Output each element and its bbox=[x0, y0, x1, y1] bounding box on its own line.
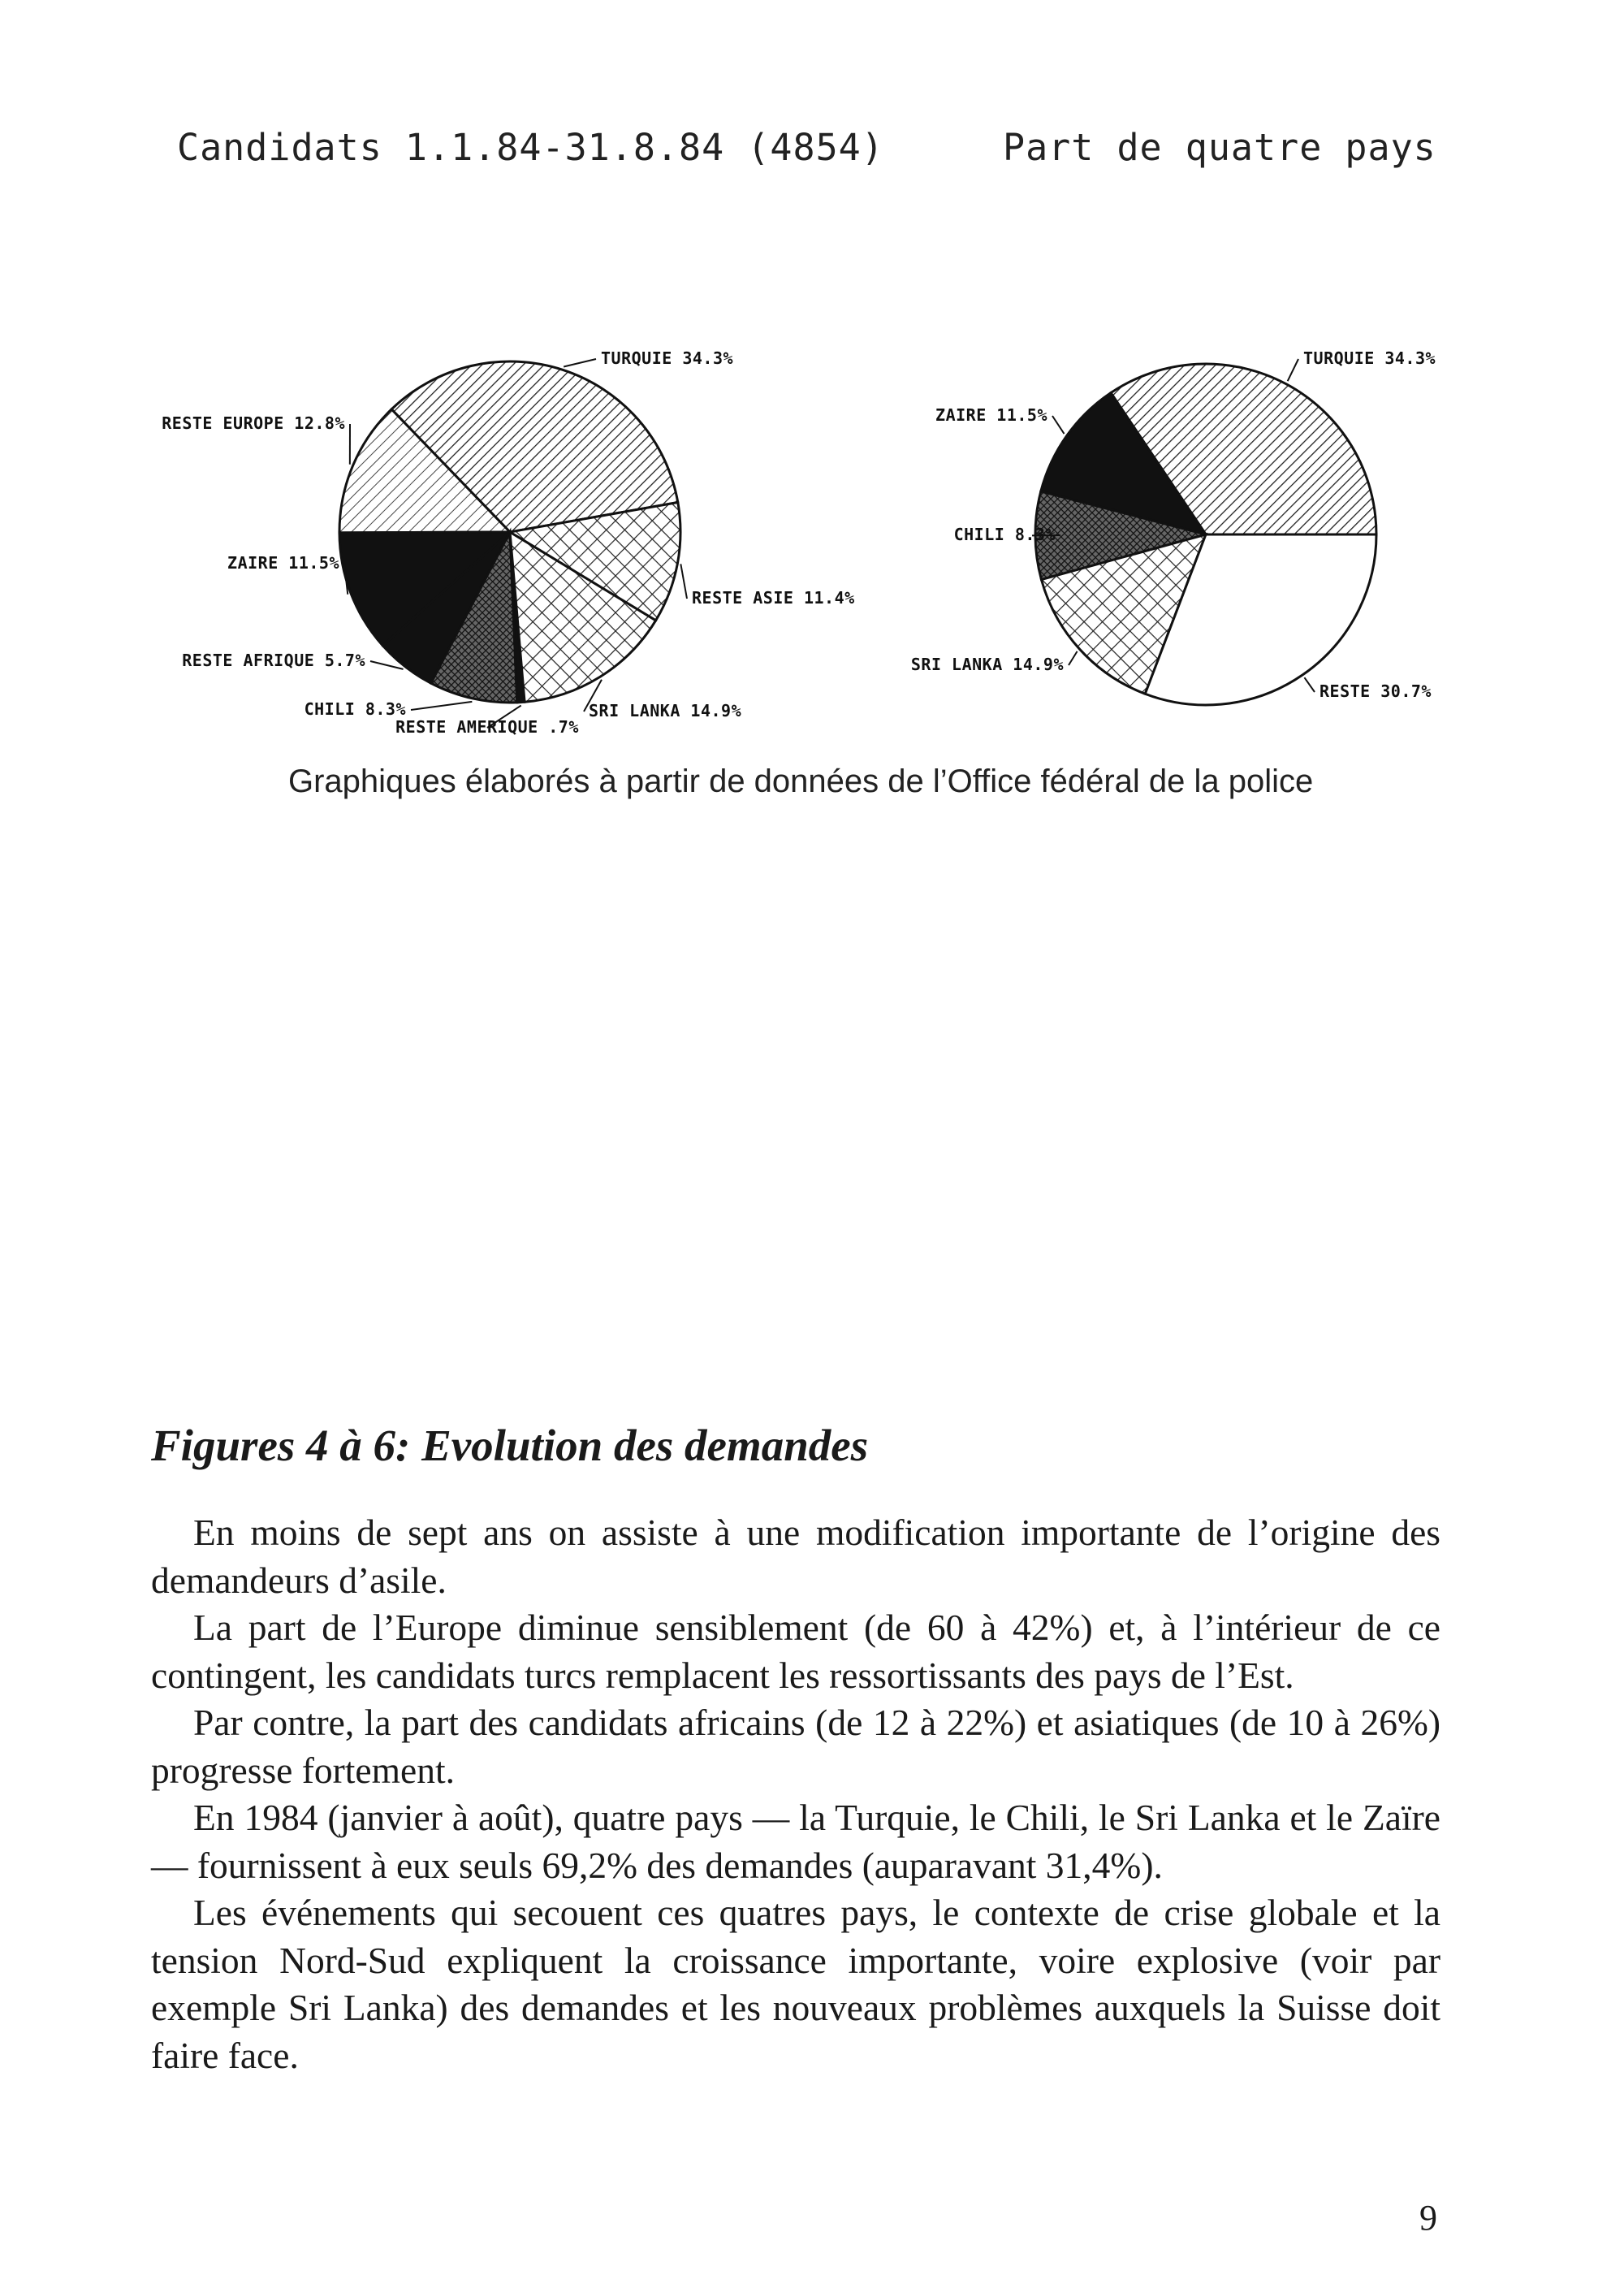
paragraph-5: Les événements qui secouent ces quatres pays, le contexte de crise globale et la tension Nord-Sud expliquent la croissance importante, voire explosive (voir par exemple Sri Lanka) des demandes et les nouveaux problèmes auxquels la Suisse doit faire face. bbox=[151, 1892, 1440, 2076]
label-leader-line bbox=[1069, 651, 1078, 665]
slice-label: ZAIRE 11.5% bbox=[935, 405, 1047, 425]
slice-label: RESTE EUROPE 12.8% bbox=[162, 413, 345, 433]
slice-label: CHILI 8.3% bbox=[304, 699, 406, 719]
body-text bbox=[151, 1509, 1440, 2079]
label-leader-line bbox=[564, 359, 596, 366]
label-leader-line bbox=[1288, 359, 1298, 381]
slice-label: SRI LANKA 14.9% bbox=[910, 655, 1064, 674]
slice-label: RESTE AFRIQUE 5.7% bbox=[182, 651, 365, 670]
slice-label: RESTE ASIE 11.4% bbox=[692, 588, 855, 608]
slice-label: RESTE 30.7% bbox=[1320, 681, 1432, 701]
slice-label: SRI LANKA 14.9% bbox=[589, 701, 742, 720]
page-number: 9 bbox=[1419, 2198, 1437, 2238]
label-leader-line bbox=[1052, 416, 1065, 434]
pie-chart-right bbox=[911, 348, 1436, 705]
slice-label: RESTE AMERIQUE .7% bbox=[395, 717, 579, 737]
slice-label: CHILI 8.3% bbox=[953, 525, 1056, 544]
paragraph-1: En moins de sept ans on assiste à une modification importante de l’origine des demandeurs d’asile. bbox=[151, 1512, 1440, 1601]
paragraph-4: En 1984 (janvier à août), quatre pays — la Turquie, le Chili, le Sri Lanka et le Zaïre — fournissent à eux seuls 69,2% des demandes (auparavant 31,4%). bbox=[151, 1797, 1440, 1886]
paragraph-3: Par contre, la part des candidats africains (de 12 à 22%) et asiatiques (de 10 à 26%) progresse fortement. bbox=[151, 1702, 1440, 1791]
pie-chart-left bbox=[162, 348, 854, 737]
chart-title-right: Part de quatre pays bbox=[1003, 126, 1436, 169]
pie-charts bbox=[0, 309, 1624, 763]
slice-label: TURQUIE 34.3% bbox=[1303, 348, 1436, 368]
paragraph-2: La part de l’Europe diminue sensiblement (de 60 à 42%) et, à l’intérieur de ce contingent, les candidats turcs remplacent les ressortissants des pays de l’Est. bbox=[151, 1607, 1440, 1696]
section-heading: Figures 4 à 6: Evolution des demandes bbox=[151, 1421, 869, 1470]
label-leader-line bbox=[411, 702, 472, 710]
chart-title-left: Candidats 1.1.84-31.8.84 (4854) bbox=[177, 126, 884, 169]
slice-label: TURQUIE 34.3% bbox=[601, 348, 734, 368]
label-leader-line bbox=[1304, 677, 1315, 692]
chart-caption: Graphiques élaborés à partir de données de l’Office fédéral de la police bbox=[288, 763, 1314, 799]
label-leader-line bbox=[680, 564, 687, 599]
slice-label: ZAIRE 11.5% bbox=[227, 553, 339, 573]
